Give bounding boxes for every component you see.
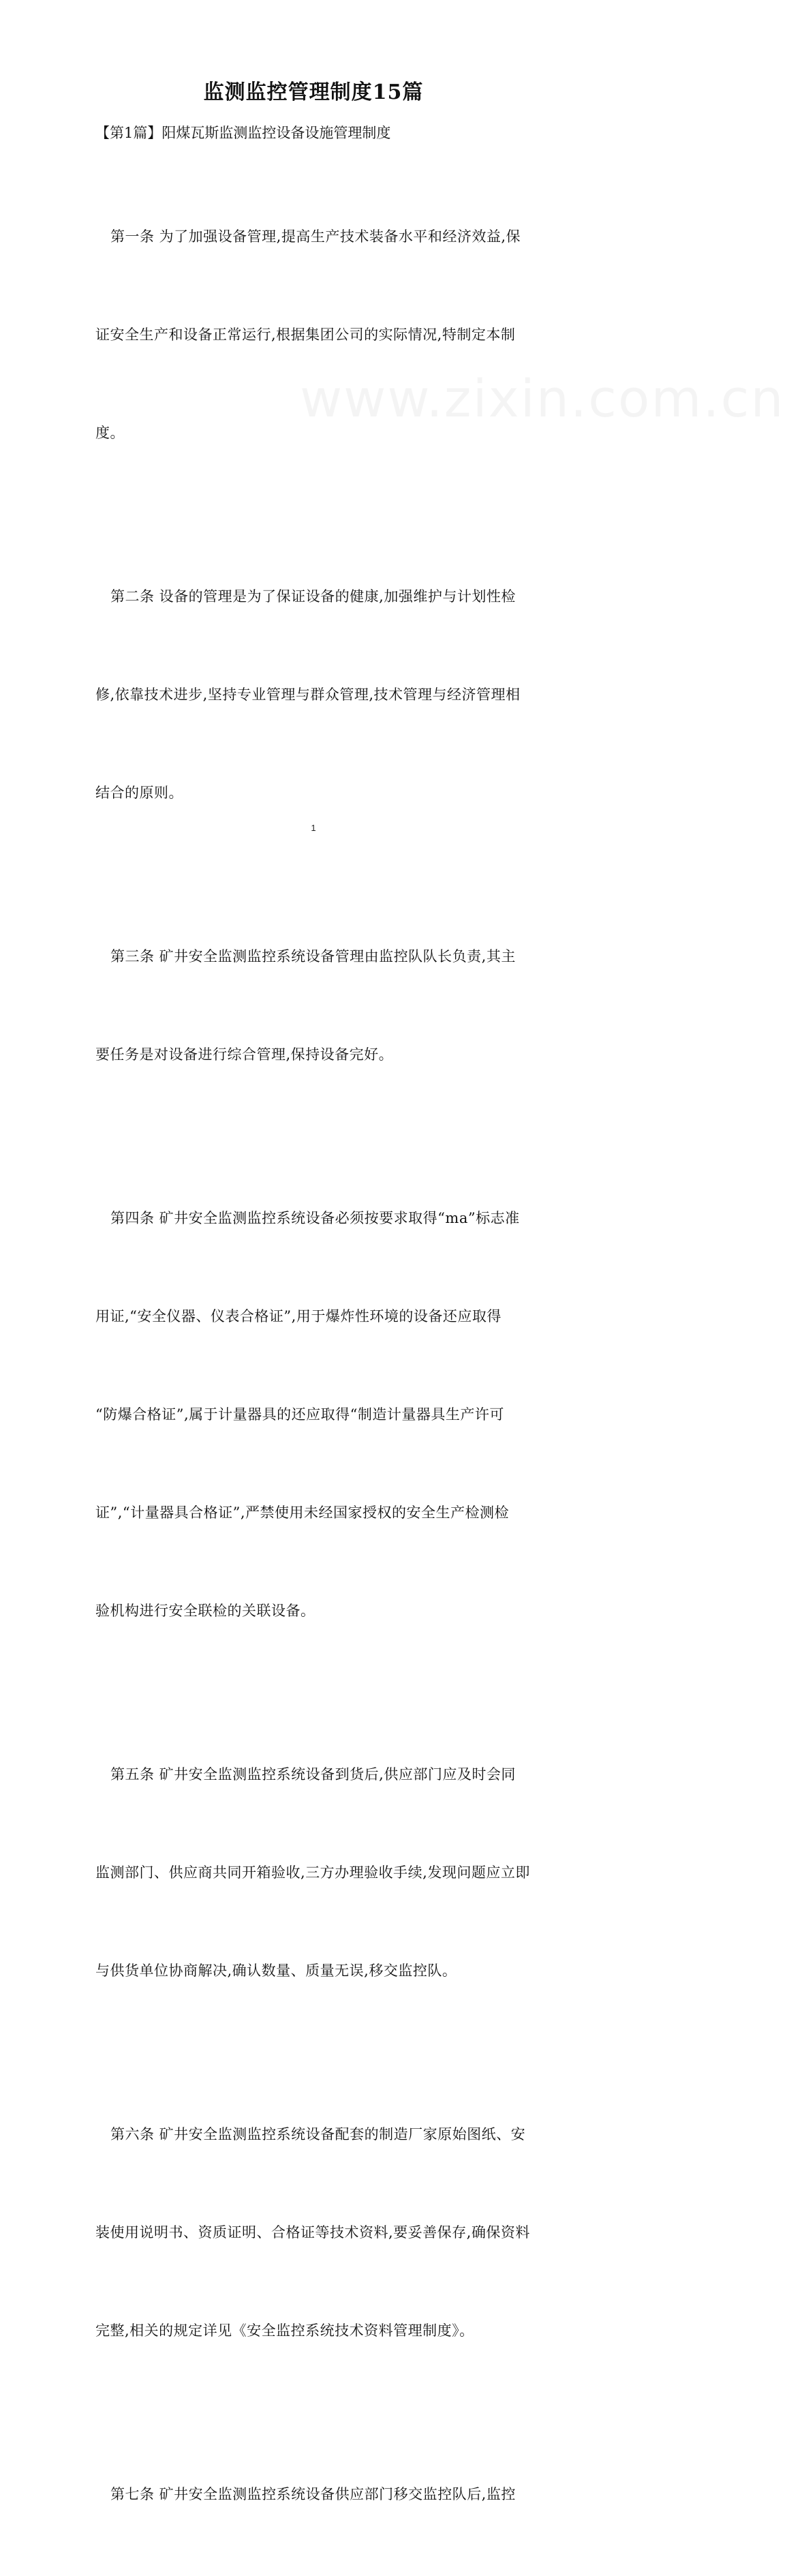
text-line: 结合的原则。 [95,785,183,801]
section-heading: 【第1篇】阳煤瓦斯监测监控设备设施管理制度 [95,125,391,141]
text-line: “防爆合格证”,属于计量器具的还应取得“制造计量器具生产许可 [95,1406,504,1423]
text-line: 第五条 矿井安全监测监控系统设备到货后,供应部门应及时会同 [110,1766,516,1783]
text-line: 修,依靠技术进步,坚持专业管理与群众管理,技术管理与经济管理相 [95,686,521,703]
text-line: 与供货单位协商解决,确认数量、质量无误,移交监控队。 [95,1963,457,1979]
paragraph-article-7 [95,2412,532,2576]
document-title: 监测监控管理制度15篇 [203,80,424,104]
text-line: 第一条 为了加强设备管理,提高生产技术装备水平和经济效益,保 [110,228,521,245]
text-line: 验机构进行安全联检的关联设备。 [95,1603,315,1619]
paragraph-article-1 [95,155,532,515]
text-line: 第二条 设备的管理是为了保证设备的健康,加强维护与计划性检 [110,588,516,605]
paragraph-article-6 [95,2052,532,2412]
paragraph-article-5 [95,1693,532,2052]
text-line: 监测部门、供应商共同开箱验收,三方办理验收手续,发现问题应立即 [95,1864,530,1881]
paragraph-article-4 [95,1136,532,1693]
paragraph-article-2 [95,515,532,875]
text-line: 度。 [95,425,125,441]
text-line: 证安全生产和设备正常运行,根据集团公司的实际情况,特制定本制 [95,327,516,343]
text-line: 第四条 矿井安全监测监控系统设备必须按要求取得“ma”标志准 [110,1210,520,1226]
text-line: 证”,“计量器具合格证”,严禁使用未经国家授权的安全生产检测检 [95,1504,510,1521]
article-body [95,155,532,2576]
paragraph-article-3 [95,875,532,1136]
text-line: 第六条 矿井安全监测监控系统设备配套的制造厂家原始图纸、安 [110,2126,526,2142]
page-number: 1 [311,823,316,833]
text-line: 第三条 矿井安全监测监控系统设备管理由监控队队长负责,其主 [110,948,516,965]
text-line: 装使用说明书、资质证明、合格证等技术资料,要妥善保存,确保资料 [95,2224,530,2241]
text-line: 完整,相关的规定详见《安全监控系统技术资料管理制度》。 [95,2322,474,2339]
text-line: 要任务是对设备进行综合管理,保持设备完好。 [95,1046,394,1063]
text-line: 用证,“安全仪器、仪表合格证”,用于爆炸性环境的设备还应取得 [95,1308,502,1324]
text-line: 第七条 矿井安全监测监控系统设备供应部门移交监控队后,监控 [110,2486,516,2502]
